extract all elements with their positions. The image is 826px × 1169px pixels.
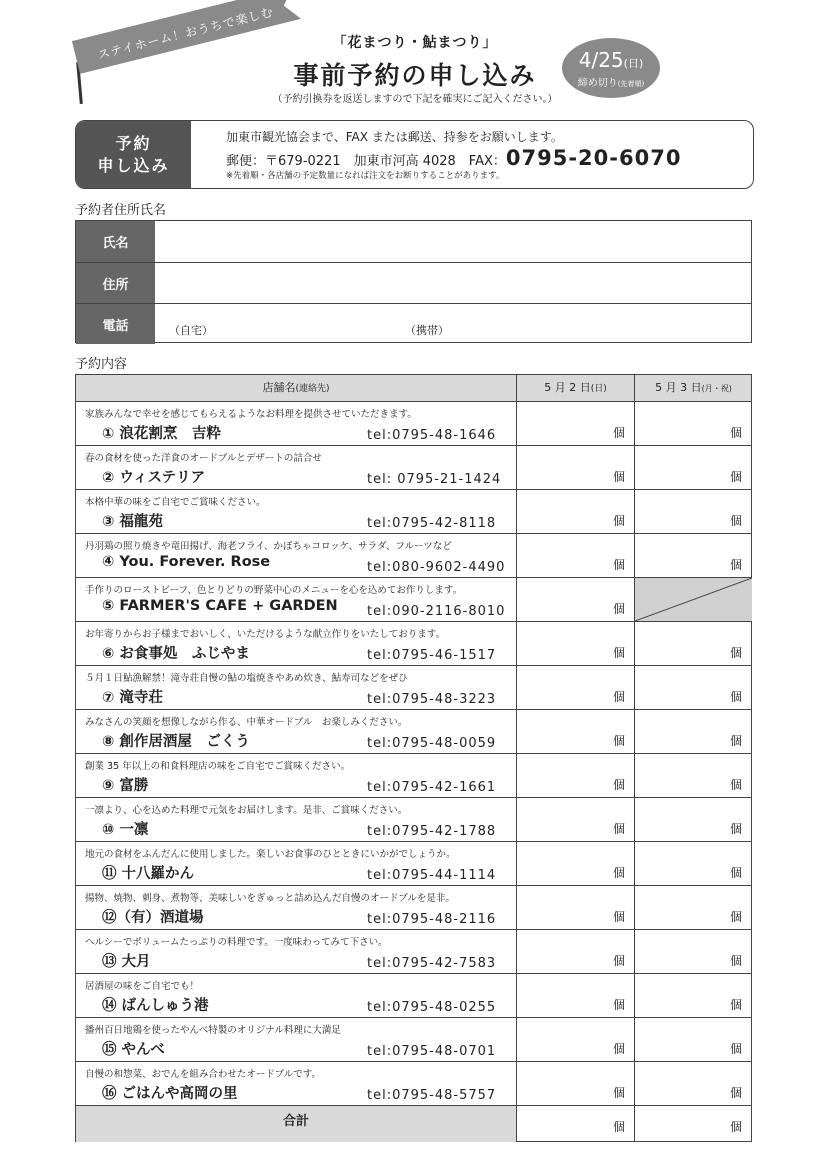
shop-tel: tel:0795-48-2116 <box>367 912 497 927</box>
shop-tel: tel:0795-42-7583 <box>367 956 497 971</box>
shop-row <box>76 798 751 842</box>
day1-quantity-unit[interactable]: 個 <box>613 690 626 704</box>
day1-quantity-unit[interactable]: 個 <box>613 822 626 836</box>
deadline-day: (日) <box>623 57 644 70</box>
col-day2-label: 5 月 3 日 <box>655 381 702 394</box>
day2-quantity-unit[interactable]: 個 <box>730 998 743 1012</box>
shop-name: ⑩ 一凛 <box>102 822 149 838</box>
shop-description: ヘルシーでボリュームたっぷりの料理です。一度味わってみて下さい。 <box>85 937 388 948</box>
address-label: 住所 <box>76 263 155 303</box>
shop-name: ⑨ 富勝 <box>102 778 149 794</box>
ribbon-text: ステイホーム！おうちで楽しむ <box>96 4 276 63</box>
deadline-badge <box>562 38 660 98</box>
day2-quantity-unit[interactable]: 個 <box>730 910 743 924</box>
deadline-date: 4/25 <box>578 48 624 72</box>
shop-tel: tel:0795-46-1517 <box>367 648 497 663</box>
shop-tel: tel:0795-48-0701 <box>367 1044 497 1059</box>
day2-quantity-unit[interactable]: 個 <box>730 690 743 704</box>
shop-description: 播州百日地鶏を使ったやんべ特製のオリジナル料理に大満足 <box>85 1025 341 1036</box>
col-day2-header <box>635 375 752 401</box>
shop-row <box>76 578 751 622</box>
customer-section-title: 予約者住所氏名 <box>75 203 167 218</box>
shop-tel: tel:0795-42-8118 <box>367 516 497 531</box>
shop-name: ① 浪花割烹 吉粋 <box>102 426 221 442</box>
shop-tel: tel:0795-48-1646 <box>367 428 497 443</box>
orders-section-title: 予約内容 <box>75 357 128 372</box>
deadline-date-line <box>562 48 660 72</box>
day2-quantity-unit[interactable]: 個 <box>730 778 743 792</box>
day1-quantity-unit[interactable]: 個 <box>613 426 626 440</box>
shop-tel: tel:090-2116-8010 <box>367 604 506 619</box>
shop-name: ⑥ お食事処 ふじやま <box>102 646 250 662</box>
day1-quantity-unit[interactable]: 個 <box>613 954 626 968</box>
day1-quantity-unit[interactable]: 個 <box>613 470 626 484</box>
day1-quantity-unit[interactable]: 個 <box>613 734 626 748</box>
col-day1-header <box>517 375 634 401</box>
orders-table <box>75 374 752 1142</box>
shop-row <box>76 446 751 490</box>
col-day1-sub: (日) <box>590 384 607 394</box>
shop-description: 手作りのローストビーフ、色とりどりの野菜中心のメニューを心を込めてお作りします。 <box>85 585 463 596</box>
day1-quantity-unit[interactable]: 個 <box>613 910 626 924</box>
day1-quantity-unit[interactable]: 個 <box>613 646 626 660</box>
unavailable-slash <box>635 578 752 621</box>
day2-quantity-unit[interactable]: 個 <box>730 954 743 968</box>
total-day2-unit: 個 <box>730 1120 743 1134</box>
shop-description: 一凛より、心を込めた料理で元気をお届けします。是非、ご賞味ください。 <box>85 805 408 816</box>
day1-quantity-unit[interactable]: 個 <box>613 778 626 792</box>
shop-name: ② ウィステリア <box>102 470 206 486</box>
shop-description: 春の食材を使った洋食のオードブルとデザートの詰合せ <box>85 453 322 464</box>
address-field[interactable] <box>155 263 751 303</box>
shop-name: ⑭ ばんしゅう港 <box>102 998 209 1014</box>
divider-day2 <box>634 375 635 1141</box>
shop-row <box>76 886 751 930</box>
shop-name: ⑦ 滝寺荘 <box>102 690 163 706</box>
shop-description: 居酒屋の味をご自宅でも！ <box>85 981 200 992</box>
shop-tel: tel:080-9602-4490 <box>367 560 506 575</box>
day2-quantity-unit[interactable]: 個 <box>730 646 743 660</box>
day1-quantity-unit[interactable]: 個 <box>613 602 626 616</box>
shop-row <box>76 1062 751 1106</box>
col-shop-sub: (連絡先) <box>295 384 330 394</box>
shop-tel: tel:0795-48-0255 <box>367 1000 497 1015</box>
reservation-label-line2: 申し込み <box>97 155 170 175</box>
shop-description: 丹羽鶏の照り焼きや竜田揚げ、海老フライ、かぼちゃコロッケ、サラダ、フルーツなど <box>85 541 452 552</box>
shop-description: お年寄りからお子様までおいしく、いただけるような献立作りをいたしております。 <box>85 629 446 640</box>
shop-row <box>76 930 751 974</box>
reservation-notice: ※先着順・各店舗の予定数量になれば注文をお断りすることがあります。 <box>226 171 505 181</box>
day2-quantity-unit[interactable]: 個 <box>730 822 743 836</box>
postal-address: 郵便：〒679-0221 加東市河高 4028 FAX： <box>226 154 506 169</box>
shop-name: ⑬ 大月 <box>102 954 151 970</box>
phone-field[interactable] <box>155 304 751 344</box>
shop-name: ⑫（有）酒道場 <box>102 910 204 926</box>
shop-row <box>76 666 751 710</box>
day1-quantity-unit[interactable]: 個 <box>613 1042 626 1056</box>
shop-name: ⑯ ごはんや高岡の里 <box>102 1086 238 1102</box>
day2-quantity-unit[interactable]: 個 <box>730 470 743 484</box>
col-shop-label: 店舗名 <box>262 381 296 394</box>
shop-row <box>76 710 751 754</box>
home-phone-label: （自宅） <box>169 324 213 337</box>
shop-description: 創業 35 年以上の和食料理店の味をご自宅でご賞味ください。 <box>85 761 351 772</box>
day2-quantity-unit[interactable]: 個 <box>730 426 743 440</box>
shop-description: みなさんの笑顔を想像しながら作る、中華オードブル お楽しみください。 <box>85 717 408 728</box>
shop-description: 揚物、焼物、刺身、煮物等、美味しいをぎゅっと詰め込んだ自慢のオードブルを是非。 <box>85 893 455 904</box>
day2-quantity-unit[interactable]: 個 <box>730 734 743 748</box>
shop-tel: tel:0795-48-0059 <box>367 736 497 751</box>
name-label: 氏名 <box>76 221 155 262</box>
shop-description: 家族みんなで幸せを感じてもらえるようなお料理を提供させていただきます。 <box>85 409 417 420</box>
day2-quantity-unit[interactable]: 個 <box>730 1086 743 1100</box>
day1-quantity-unit[interactable]: 個 <box>613 514 626 528</box>
reservation-instructions: 加東市観光協会まで、FAX または郵送、持参をお願いします。 <box>226 130 563 144</box>
reservation-label-line1: 予約 <box>115 133 152 153</box>
day1-quantity-unit[interactable]: 個 <box>613 998 626 1012</box>
shop-row <box>76 974 751 1018</box>
day2-quantity-unit[interactable]: 個 <box>730 1042 743 1056</box>
shop-description: 地元の食材をふんだんに使用しました。楽しいお食事のひとときにいかがでしょうか。 <box>85 849 456 860</box>
shop-tel: tel:0795-48-3223 <box>367 692 497 707</box>
name-row <box>76 221 751 262</box>
divider-day1 <box>516 375 517 1141</box>
deadline-label-line <box>562 74 660 89</box>
shop-tel: tel:0795-42-1788 <box>367 824 497 839</box>
day1-quantity-unit[interactable]: 個 <box>613 558 626 572</box>
shop-tel: tel:0795-48-5757 <box>367 1088 497 1103</box>
day1-quantity-unit[interactable]: 個 <box>613 1086 626 1100</box>
shop-name: ⑧ 創作居酒屋 ごくう <box>102 734 250 750</box>
reservation-address-line <box>226 146 681 170</box>
shop-row <box>76 622 751 666</box>
shop-description: ５月１日鮎漁解禁！滝寺荘自慢の鮎の塩焼きやあめ炊き、鮎寿司などをぜひ <box>85 673 408 684</box>
shop-name: ⑪ 十八羅かん <box>102 866 195 882</box>
shop-row <box>76 534 751 578</box>
name-field[interactable] <box>155 221 751 262</box>
shop-description: 本格中華の味をご自宅でご賞味ください。 <box>85 497 266 508</box>
col-day1-label: 5 月 2 日 <box>544 381 591 394</box>
unavailable-cell <box>635 578 752 621</box>
mobile-phone-label: （携帯） <box>405 324 449 337</box>
day2-quantity-unit[interactable]: 個 <box>730 558 743 572</box>
shop-name: ④ You. Forever. Rose <box>102 554 271 570</box>
day1-quantity-unit[interactable]: 個 <box>613 866 626 880</box>
event-title: 「花まつり・鮎まつり」 <box>332 35 498 51</box>
total-label: 合計 <box>76 1106 516 1142</box>
reservation-label <box>76 121 191 188</box>
deadline-note: (先着順) <box>617 80 645 88</box>
day2-quantity-unit[interactable]: 個 <box>730 866 743 880</box>
reservation-box <box>75 120 754 189</box>
shop-row <box>76 490 751 534</box>
total-day1-unit: 個 <box>613 1120 626 1134</box>
day2-quantity-unit[interactable]: 個 <box>730 514 743 528</box>
customer-table <box>75 220 752 343</box>
page-title: 事前予約の申し込み <box>293 61 537 90</box>
fax-number: 0795-20-6070 <box>505 146 682 170</box>
phone-row <box>76 303 751 344</box>
shop-name: ⑮ やんべ <box>102 1042 165 1058</box>
shop-name: ⑤ FARMER'S CAFE + GARDEN <box>102 598 338 614</box>
col-day2-sub: (月・祝) <box>701 384 732 393</box>
total-row <box>76 1106 751 1142</box>
deadline-label: 締め切り <box>577 78 618 89</box>
shop-row <box>76 842 751 886</box>
shop-name: ③ 福龍苑 <box>102 514 163 530</box>
sub-note: （予約引換券を返送しますので下記を確実にご記入ください。） <box>272 94 558 105</box>
shop-description: 自慢の和惣菜、おでんを組み合わせたオードブルです。 <box>85 1069 321 1080</box>
address-row <box>76 262 751 303</box>
shop-row <box>76 754 751 798</box>
orders-header <box>76 375 751 402</box>
shop-row <box>76 402 751 446</box>
shop-tel: tel: 0795-21-1424 <box>367 472 502 487</box>
shop-tel: tel:0795-42-1661 <box>367 780 497 795</box>
phone-label: 電話 <box>76 304 155 344</box>
shop-row <box>76 1018 751 1062</box>
col-shop-header <box>76 375 516 401</box>
shop-tel: tel:0795-44-1114 <box>367 868 497 883</box>
